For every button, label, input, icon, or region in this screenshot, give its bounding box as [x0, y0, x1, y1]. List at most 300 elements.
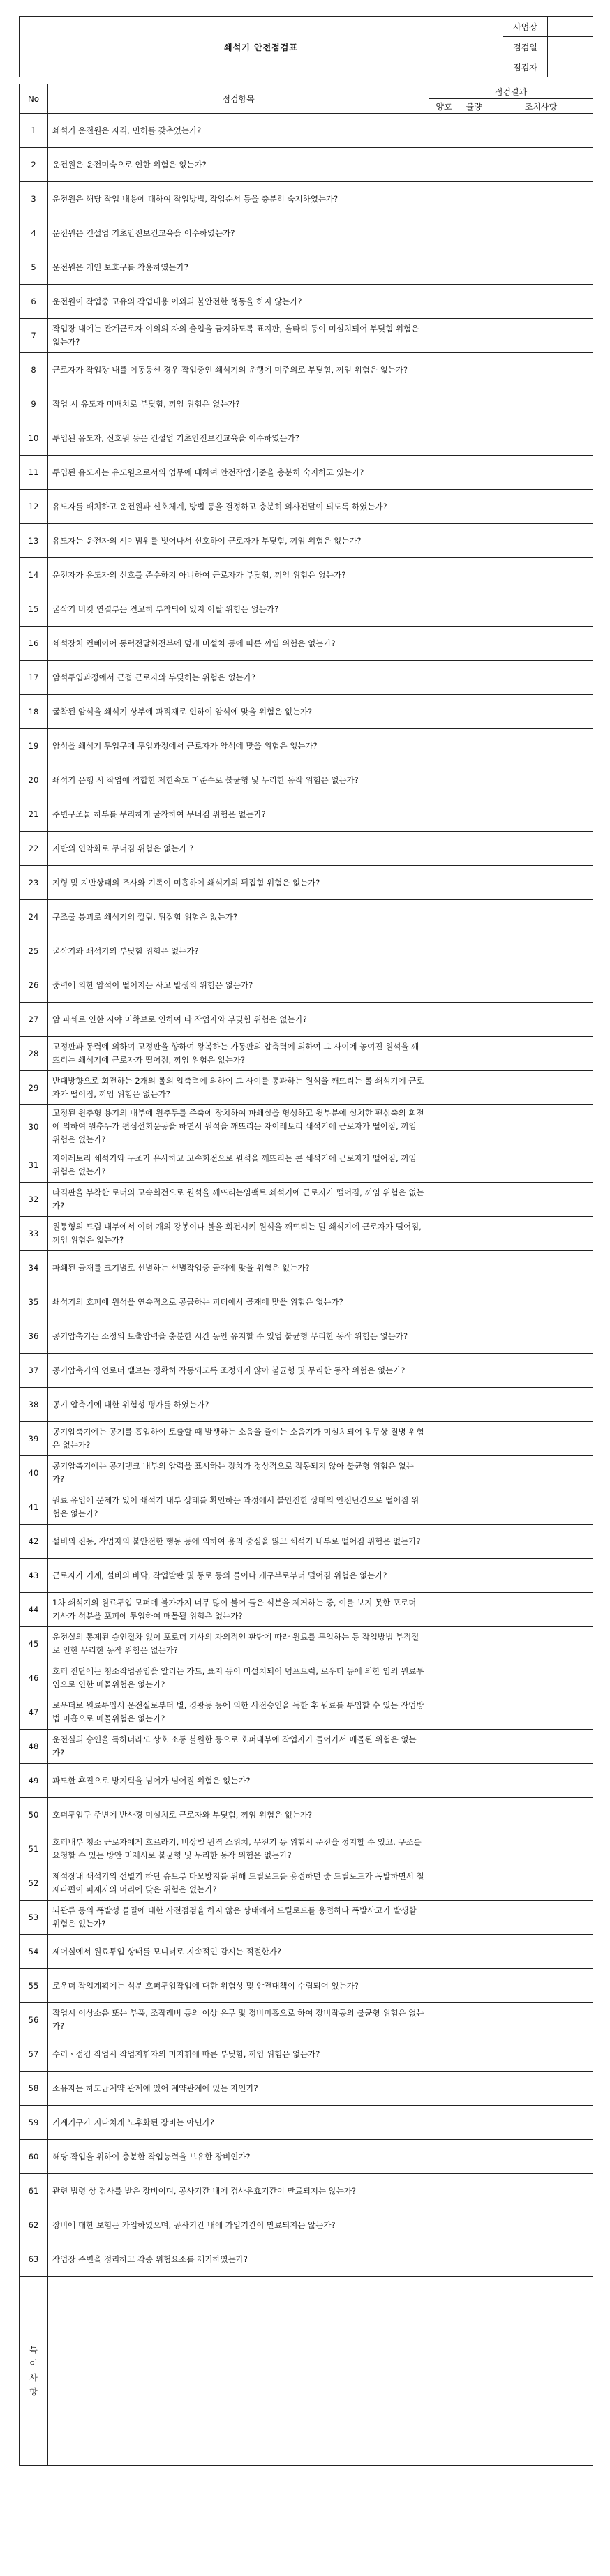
action-cell[interactable] [489, 832, 593, 866]
bad-cell[interactable] [459, 1217, 489, 1251]
bad-cell[interactable] [459, 2174, 489, 2208]
good-cell[interactable] [429, 900, 459, 934]
row-number: 50 [20, 1798, 48, 1832]
row-item-text: 설비의 진동, 작업자의 불안전한 행동 등에 의하여 용의 중심을 잃고 쇄석기 내부로 떨어짐 위험은 없는가? [48, 1525, 429, 1559]
row-item-text: 운전자가 유도자의 신호를 준수하지 아니하여 근로자가 부딪힘, 끼임 위험은 없는가? [48, 558, 429, 592]
bad-cell[interactable] [459, 1490, 489, 1525]
checklist-row [20, 285, 593, 319]
row-number: 40 [20, 1456, 48, 1490]
good-cell[interactable] [429, 1388, 459, 1422]
action-cell[interactable] [489, 729, 593, 763]
good-cell[interactable] [429, 1525, 459, 1559]
row-number: 52 [20, 1866, 48, 1901]
bad-cell[interactable] [459, 1422, 489, 1456]
checklist-row [20, 627, 593, 661]
remarks-field[interactable] [48, 2277, 593, 2466]
row-item-text: 파쇄된 골재를 크기별로 선별하는 선별작업중 골재에 맞을 위험은 없는가? [48, 1251, 429, 1285]
meta-value-site[interactable] [548, 17, 593, 37]
good-cell[interactable] [429, 661, 459, 695]
good-cell[interactable] [429, 797, 459, 832]
checklist-rows [20, 114, 593, 2277]
action-cell[interactable] [489, 1969, 593, 2003]
good-cell[interactable] [429, 1285, 459, 1319]
good-cell[interactable] [429, 2106, 459, 2140]
row-item-text: 반대방향으로 회전하는 2개의 롤의 압축력에 의하여 그 사이를 통과하는 원석을 깨뜨리는 롤 쇄석기에 근로자가 떨어짐, 끼임 위험은 없는가? [48, 1071, 429, 1105]
action-cell[interactable] [489, 900, 593, 934]
action-cell[interactable] [489, 2208, 593, 2242]
bad-cell[interactable] [459, 900, 489, 934]
bad-cell[interactable] [459, 148, 489, 182]
row-item-text: 암석을 쇄석기 투입구에 투입과정에서 근로자가 암석에 맞을 위험은 없는가? [48, 729, 429, 763]
good-cell[interactable] [429, 592, 459, 627]
action-cell[interactable] [489, 695, 593, 729]
good-cell[interactable] [429, 1490, 459, 1525]
header-bad: 불량 [459, 99, 489, 114]
action-cell[interactable] [489, 2106, 593, 2140]
action-cell[interactable] [489, 2072, 593, 2106]
action-cell[interactable] [489, 2037, 593, 2072]
good-cell[interactable] [429, 2072, 459, 2106]
row-item-text: 중력에 의한 암석이 떨어지는 사고 발생의 위험은 없는가? [48, 968, 429, 1003]
bad-cell[interactable] [459, 866, 489, 900]
action-cell[interactable] [489, 1354, 593, 1388]
bad-cell[interactable] [459, 1935, 489, 1969]
action-cell[interactable] [489, 2242, 593, 2277]
good-cell[interactable] [429, 1798, 459, 1832]
checklist-row [20, 1901, 593, 1935]
row-number: 30 [20, 1105, 48, 1148]
checklist-row [20, 1832, 593, 1866]
bad-cell[interactable] [459, 1319, 489, 1354]
bad-cell[interactable] [459, 1037, 489, 1071]
row-number: 57 [20, 2037, 48, 2072]
action-cell[interactable] [489, 558, 593, 592]
action-cell[interactable] [489, 216, 593, 250]
meta-value-inspector[interactable] [548, 57, 593, 77]
row-number: 16 [20, 627, 48, 661]
checklist-row [20, 1388, 593, 1422]
row-item-text: 로우더로 원료투입시 운전실로부터 별, 경광등 등에 의한 사전승인을 득한 후 원료를 투입할 수 있는 작업방법 미흡으로 매몰위험은 없는가? [48, 1695, 429, 1730]
checklist-row [20, 182, 593, 216]
action-cell[interactable] [489, 1764, 593, 1798]
bad-cell[interactable] [459, 1798, 489, 1832]
bad-cell[interactable] [459, 558, 489, 592]
good-cell[interactable] [429, 695, 459, 729]
good-cell[interactable] [429, 2037, 459, 2072]
row-item-text: 호퍼투입구 주변에 반사경 미설치로 근로자와 부딪힘, 끼임 위험은 없는가? [48, 1798, 429, 1832]
row-number: 9 [20, 387, 48, 421]
row-number: 41 [20, 1490, 48, 1525]
checklist-row [20, 2140, 593, 2174]
good-cell[interactable] [429, 182, 459, 216]
good-cell[interactable] [429, 250, 459, 285]
action-cell[interactable] [489, 421, 593, 456]
row-number: 4 [20, 216, 48, 250]
good-cell[interactable] [429, 1354, 459, 1388]
action-cell[interactable] [489, 148, 593, 182]
bad-cell[interactable] [459, 1456, 489, 1490]
good-cell[interactable] [429, 1593, 459, 1627]
action-cell[interactable] [489, 1071, 593, 1105]
row-number: 1 [20, 114, 48, 148]
header-table [19, 16, 593, 77]
bad-cell[interactable] [459, 1388, 489, 1422]
checklist-row [20, 592, 593, 627]
row-number: 59 [20, 2106, 48, 2140]
action-cell[interactable] [489, 1319, 593, 1354]
good-cell[interactable] [429, 1456, 459, 1490]
page-title: 쇄석기 안전점검표 [20, 17, 503, 77]
row-number: 42 [20, 1525, 48, 1559]
row-number: 43 [20, 1559, 48, 1593]
row-item-text: 공기 압축기에 대한 위험성 평가를 하였는가? [48, 1388, 429, 1422]
checklist-row [20, 1071, 593, 1105]
row-item-text: 뇌관류 등의 폭발성 물질에 대한 사전점검을 하지 않은 상태에서 드릴로드를 용접하다 폭발사고가 발생할 위험은 없는가? [48, 1901, 429, 1935]
action-cell[interactable] [489, 1832, 593, 1866]
action-cell[interactable] [489, 1798, 593, 1832]
checklist-row [20, 1969, 593, 2003]
good-cell[interactable] [429, 866, 459, 900]
good-cell[interactable] [429, 353, 459, 387]
action-cell[interactable] [489, 1456, 593, 1490]
action-cell[interactable] [489, 1593, 593, 1627]
action-cell[interactable] [489, 1422, 593, 1456]
checklist-row [20, 1105, 593, 1148]
action-cell[interactable] [489, 1559, 593, 1593]
bad-cell[interactable] [459, 387, 489, 421]
row-number: 10 [20, 421, 48, 456]
row-item-text: 투입된 유도자는 유도원으로서의 업무에 대하여 안전작업기준을 충분히 숙지하고 있는가? [48, 456, 429, 490]
row-number: 8 [20, 353, 48, 387]
bad-cell[interactable] [459, 1593, 489, 1627]
bad-cell[interactable] [459, 285, 489, 319]
header-action: 조치사항 [489, 99, 593, 114]
row-item-text: 운전원이 작업중 고유의 작업내용 이외의 불안전한 행동을 하지 않는가? [48, 285, 429, 319]
bad-cell[interactable] [459, 456, 489, 490]
action-cell[interactable] [489, 797, 593, 832]
checklist-row [20, 2037, 593, 2072]
action-cell[interactable] [489, 866, 593, 900]
bad-cell[interactable] [459, 2208, 489, 2242]
row-item-text: 운전실의 승인을 득하더라도 상호 소통 불원한 등으로 호퍼내부에 작업자가 들어가서 매몰된 위험은 없는가? [48, 1730, 429, 1764]
row-item-text: 고정판과 동력에 의하여 고정판을 향하여 왕복하는 가동판의 압축력에 의하여 그 사이에 놓여진 원석을 깨뜨리는 쇄석기에 근로자가 떨어짐, 끼임 위험은 없는가? [48, 1037, 429, 1071]
action-cell[interactable] [489, 2003, 593, 2037]
bad-cell[interactable] [459, 1764, 489, 1798]
bad-cell[interactable] [459, 319, 489, 353]
good-cell[interactable] [429, 1832, 459, 1866]
bad-cell[interactable] [459, 1148, 489, 1183]
checklist-row [20, 1661, 593, 1695]
good-cell[interactable] [429, 2140, 459, 2174]
good-cell[interactable] [429, 1901, 459, 1935]
checklist-row [20, 148, 593, 182]
good-cell[interactable] [429, 558, 459, 592]
row-item-text: 운전실의 통제된 승인절차 없이 포로더 기사의 자의적인 판단에 따라 원료를 투입하는 등 작업방법 부적절로 인한 무리한 동작 위험은 없는가? [48, 1627, 429, 1661]
bad-cell[interactable] [459, 832, 489, 866]
good-cell[interactable] [429, 319, 459, 353]
bad-cell[interactable] [459, 182, 489, 216]
checklist-row [20, 250, 593, 285]
row-item-text: 공기압축기에는 공기를 흡입하여 토출할 때 발생하는 소음을 줄이는 소음기가 미설치되어 업무상 질병 위험은 없는가? [48, 1422, 429, 1456]
bad-cell[interactable] [459, 2037, 489, 2072]
row-number: 55 [20, 1969, 48, 2003]
action-cell[interactable] [489, 1627, 593, 1661]
action-cell[interactable] [489, 1695, 593, 1730]
row-item-text: 쇄석기 운전원은 자격, 면허를 갖추었는가? [48, 114, 429, 148]
good-cell[interactable] [429, 421, 459, 456]
good-cell[interactable] [429, 1105, 459, 1148]
action-cell[interactable] [489, 1251, 593, 1285]
bad-cell[interactable] [459, 1183, 489, 1217]
bad-cell[interactable] [459, 421, 489, 456]
action-cell[interactable] [489, 250, 593, 285]
action-cell[interactable] [489, 319, 593, 353]
checklist-row [20, 353, 593, 387]
checklist-row [20, 1490, 593, 1525]
action-cell[interactable] [489, 934, 593, 968]
action-cell[interactable] [489, 1866, 593, 1901]
good-cell[interactable] [429, 968, 459, 1003]
good-cell[interactable] [429, 285, 459, 319]
checklist-row [20, 2106, 593, 2140]
good-cell[interactable] [429, 1037, 459, 1071]
good-cell[interactable] [429, 1969, 459, 2003]
row-item-text: 자이레토리 쇄석기와 구조가 유사하고 고속회전으로 원석을 깨뜨리는 콘 쇄석기에 근로자가 떨어짐, 끼임 위험은 없는가? [48, 1148, 429, 1183]
bad-cell[interactable] [459, 1285, 489, 1319]
good-cell[interactable] [429, 1627, 459, 1661]
checklist-row [20, 1148, 593, 1183]
action-cell[interactable] [489, 524, 593, 558]
checklist-row [20, 1525, 593, 1559]
good-cell[interactable] [429, 1319, 459, 1354]
meta-value-date[interactable] [548, 37, 593, 57]
good-cell[interactable] [429, 1661, 459, 1695]
row-number: 29 [20, 1071, 48, 1105]
row-number: 63 [20, 2242, 48, 2277]
action-cell[interactable] [489, 968, 593, 1003]
good-cell[interactable] [429, 148, 459, 182]
good-cell[interactable] [429, 1559, 459, 1593]
good-cell[interactable] [429, 524, 459, 558]
bad-cell[interactable] [459, 627, 489, 661]
row-number: 36 [20, 1319, 48, 1354]
good-cell[interactable] [429, 1730, 459, 1764]
action-cell[interactable] [489, 592, 593, 627]
good-cell[interactable] [429, 934, 459, 968]
checklist-row [20, 558, 593, 592]
bad-cell[interactable] [459, 2106, 489, 2140]
good-cell[interactable] [429, 1764, 459, 1798]
good-cell[interactable] [429, 2208, 459, 2242]
row-item-text: 기계기구가 지나치게 노후화된 장비는 아닌가? [48, 2106, 429, 2140]
good-cell[interactable] [429, 2003, 459, 2037]
action-cell[interactable] [489, 490, 593, 524]
checklist-row [20, 763, 593, 797]
good-cell[interactable] [429, 216, 459, 250]
action-cell[interactable] [489, 2174, 593, 2208]
bad-cell[interactable] [459, 1661, 489, 1695]
action-cell[interactable] [489, 114, 593, 148]
row-number: 48 [20, 1730, 48, 1764]
good-cell[interactable] [429, 1422, 459, 1456]
bad-cell[interactable] [459, 592, 489, 627]
bad-cell[interactable] [459, 797, 489, 832]
good-cell[interactable] [429, 1003, 459, 1037]
row-item-text: 관련 법령 상 검사를 받은 장비이며, 공사기간 내에 검사유효기간이 만료되지는 않는가? [48, 2174, 429, 2208]
good-cell[interactable] [429, 1866, 459, 1901]
row-item-text: 로우더 작업계획에는 석분 호퍼투입작업에 대한 위험성 및 안전대책이 수립되어 있는가? [48, 1969, 429, 2003]
row-item-text: 지반의 연약화로 무너짐 위험은 없는가 ? [48, 832, 429, 866]
bad-cell[interactable] [459, 216, 489, 250]
checklist-row [20, 1798, 593, 1832]
action-cell[interactable] [489, 285, 593, 319]
action-cell[interactable] [489, 2140, 593, 2174]
bad-cell[interactable] [459, 1105, 489, 1148]
action-cell[interactable] [489, 1217, 593, 1251]
good-cell[interactable] [429, 387, 459, 421]
row-number: 26 [20, 968, 48, 1003]
action-cell[interactable] [489, 1285, 593, 1319]
bad-cell[interactable] [459, 763, 489, 797]
bad-cell[interactable] [459, 2140, 489, 2174]
bad-cell[interactable] [459, 1071, 489, 1105]
action-cell[interactable] [489, 456, 593, 490]
checklist-row [20, 2003, 593, 2037]
action-cell[interactable] [489, 387, 593, 421]
action-cell[interactable] [489, 353, 593, 387]
action-cell[interactable] [489, 1901, 593, 1935]
row-item-text: 운전원은 건설업 기초안전보건교육을 이수하였는가? [48, 216, 429, 250]
good-cell[interactable] [429, 490, 459, 524]
row-number: 11 [20, 456, 48, 490]
action-cell[interactable] [489, 627, 593, 661]
row-item-text: 유도자를 배치하고 운전원과 신호체계, 방법 등을 결정하고 충분히 의사전달이 되도록 하였는가? [48, 490, 429, 524]
bad-cell[interactable] [459, 1832, 489, 1866]
good-cell[interactable] [429, 1148, 459, 1183]
bad-cell[interactable] [459, 661, 489, 695]
bad-cell[interactable] [459, 490, 489, 524]
row-item-text: 작업장 내에는 관계근로자 이외의 자의 출입을 금지하도록 표지판, 울타리 등이 미설치되어 부딪힘 위험은 없는가? [48, 319, 429, 353]
good-cell[interactable] [429, 1251, 459, 1285]
row-number: 44 [20, 1593, 48, 1627]
bad-cell[interactable] [459, 934, 489, 968]
action-cell[interactable] [489, 1490, 593, 1525]
action-cell[interactable] [489, 1661, 593, 1695]
good-cell[interactable] [429, 1183, 459, 1217]
action-cell[interactable] [489, 182, 593, 216]
checklist-row [20, 1217, 593, 1251]
good-cell[interactable] [429, 456, 459, 490]
row-number: 47 [20, 1695, 48, 1730]
checklist-row [20, 1422, 593, 1456]
bad-cell[interactable] [459, 1251, 489, 1285]
action-cell[interactable] [489, 1935, 593, 1969]
checklist-row [20, 1354, 593, 1388]
row-number: 46 [20, 1661, 48, 1695]
row-item-text: 근로자가 기계, 설비의 바닥, 작업발판 및 통로 등의 물이나 개구부로부터 떨어짐 위험은 없는가? [48, 1559, 429, 1593]
bad-cell[interactable] [459, 353, 489, 387]
action-cell[interactable] [489, 1037, 593, 1071]
row-item-text: 운전원은 개인 보호구를 착용하였는가? [48, 250, 429, 285]
row-number: 33 [20, 1217, 48, 1251]
bad-cell[interactable] [459, 2072, 489, 2106]
row-item-text: 굴착된 암석을 쇄석기 상부에 과적재로 인하여 암석에 맞을 위험은 없는가? [48, 695, 429, 729]
action-cell[interactable] [489, 1183, 593, 1217]
row-item-text: 고정된 원추형 용기의 내부에 원추두를 주축에 장치하여 파쇄실을 형성하고 윗부분에 설치한 편심축의 회전에 의하여 원추두가 편심선회운동을 하면서 원석을 깨뜨리는 자이레토리 쇄석기에 근로자가 떨어짐, 끼임 위험은 없는가? [48, 1105, 429, 1148]
row-number: 31 [20, 1148, 48, 1183]
checklist-row [20, 1593, 593, 1627]
good-cell[interactable] [429, 1071, 459, 1105]
row-number: 27 [20, 1003, 48, 1037]
bad-cell[interactable] [459, 524, 489, 558]
bad-cell[interactable] [459, 695, 489, 729]
bad-cell[interactable] [459, 968, 489, 1003]
bad-cell[interactable] [459, 729, 489, 763]
row-item-text: 제어실에서 원료투입 상태를 모니터로 지속적인 감시는 적절한가? [48, 1935, 429, 1969]
row-number: 56 [20, 2003, 48, 2037]
bad-cell[interactable] [459, 1627, 489, 1661]
good-cell[interactable] [429, 1695, 459, 1730]
row-number: 61 [20, 2174, 48, 2208]
checklist-row [20, 421, 593, 456]
good-cell[interactable] [429, 1935, 459, 1969]
meta-label-site: 사업장 [503, 17, 548, 37]
action-cell[interactable] [489, 1003, 593, 1037]
bad-cell[interactable] [459, 1901, 489, 1935]
bad-cell[interactable] [459, 1969, 489, 2003]
bad-cell[interactable] [459, 1730, 489, 1764]
row-number: 20 [20, 763, 48, 797]
action-cell[interactable] [489, 661, 593, 695]
action-cell[interactable] [489, 1105, 593, 1148]
good-cell[interactable] [429, 763, 459, 797]
good-cell[interactable] [429, 2174, 459, 2208]
bad-cell[interactable] [459, 250, 489, 285]
bad-cell[interactable] [459, 2003, 489, 2037]
action-cell[interactable] [489, 1148, 593, 1183]
bad-cell[interactable] [459, 114, 489, 148]
checklist-row [20, 1559, 593, 1593]
bad-cell[interactable] [459, 1525, 489, 1559]
checklist-row [20, 900, 593, 934]
row-number: 19 [20, 729, 48, 763]
good-cell[interactable] [429, 114, 459, 148]
bad-cell[interactable] [459, 1866, 489, 1901]
good-cell[interactable] [429, 1217, 459, 1251]
row-item-text: 운전원은 운전미숙으로 인한 위험은 없는가? [48, 148, 429, 182]
bad-cell[interactable] [459, 1354, 489, 1388]
bad-cell[interactable] [459, 1695, 489, 1730]
action-cell[interactable] [489, 1388, 593, 1422]
bad-cell[interactable] [459, 2242, 489, 2277]
good-cell[interactable] [429, 729, 459, 763]
row-item-text: 운전원은 해당 작업 내용에 대하여 작업방법, 작업순서 등을 충분히 숙지하였는가? [48, 182, 429, 216]
row-item-text: 원통형의 드럼 내부에서 여러 개의 강봉이나 볼을 회전시켜 원석을 깨뜨리는 밀 쇄석기에 근로자가 떨어짐, 끼임 위험은 없는가? [48, 1217, 429, 1251]
action-cell[interactable] [489, 1525, 593, 1559]
good-cell[interactable] [429, 2242, 459, 2277]
good-cell[interactable] [429, 832, 459, 866]
action-cell[interactable] [489, 1730, 593, 1764]
row-number: 14 [20, 558, 48, 592]
checklist-sheet [19, 16, 593, 2466]
row-item-text: 타격판을 부착한 로터의 고속회전으로 원석을 깨뜨리는임팩트 쇄석기에 근로자가 떨어짐, 끼임 위험은 없는가? [48, 1183, 429, 1217]
bad-cell[interactable] [459, 1003, 489, 1037]
action-cell[interactable] [489, 763, 593, 797]
row-item-text: 장비에 대한 보험은 가입하였으며, 공사기간 내에 가입기간이 만료되지는 않는가? [48, 2208, 429, 2242]
good-cell[interactable] [429, 627, 459, 661]
row-number: 24 [20, 900, 48, 934]
bad-cell[interactable] [459, 1559, 489, 1593]
